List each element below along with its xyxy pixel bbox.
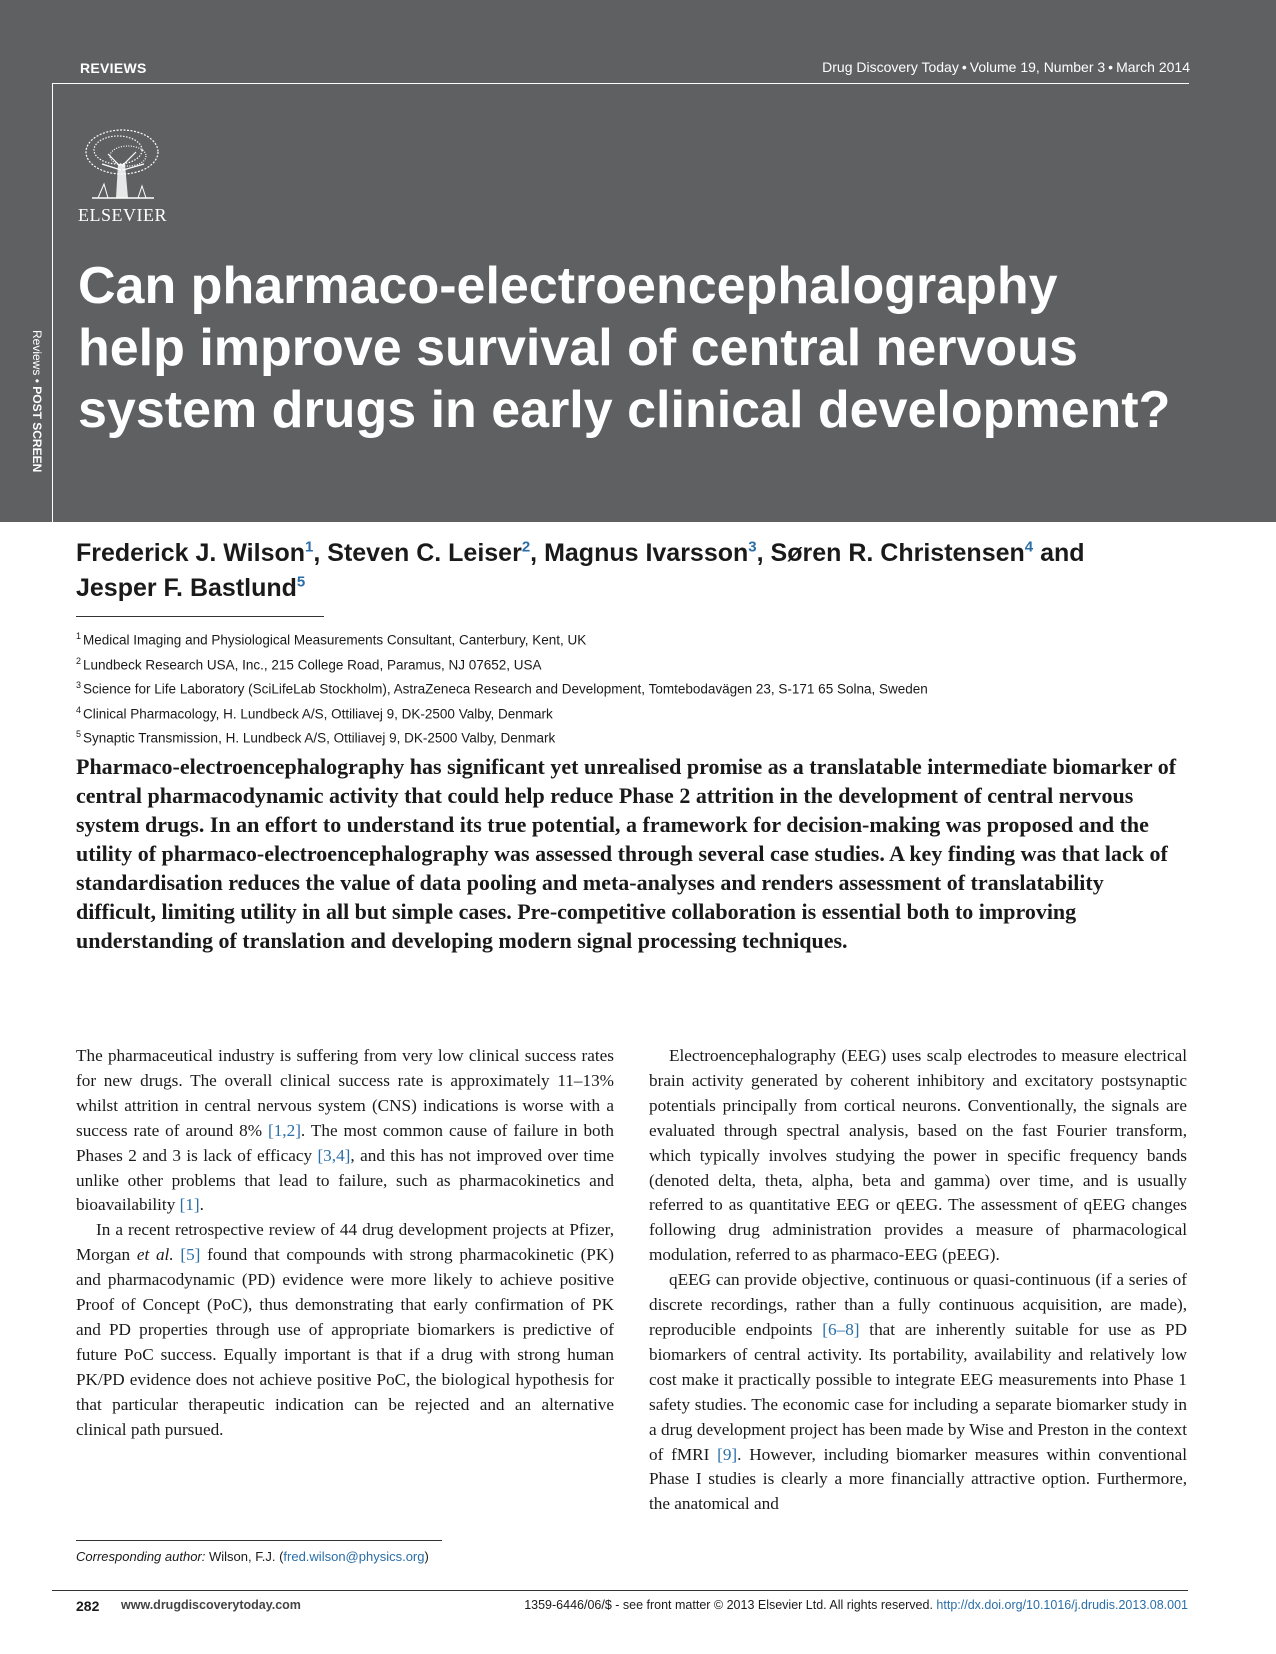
corresponding-author-email-link[interactable]: fred.wilson@physics.org	[283, 1549, 425, 1564]
body-text: . The most common cause of failure in both Phases 2 and 3 is lack of efficacy	[76, 1120, 615, 1165]
journal-website-link[interactable]: www.drugdiscoverytoday.com	[121, 1598, 301, 1612]
copyright-text: 1359-6446/06/$ - see front matter © 2013 Elsevier Ltd. All rights reserved.	[524, 1598, 933, 1612]
page-number: 282	[76, 1598, 100, 1614]
author-affiliation-link[interactable]: 4	[1024, 538, 1034, 556]
body-paragraph	[649, 1268, 1187, 1517]
body-text: that are inherently suitable for use as PD biomarkers of central activity. Its portability, availability and relatively low cost make it practically possible to integrate EEG measurements into Phase 1 safety studies. The economic case for including a separate biomarker study in a drug development project has been made by Wise and Preston in the context of fMRI	[649, 1319, 1187, 1464]
citation-link[interactable]: [6–8]	[822, 1319, 860, 1339]
body-text: found that compounds with strong pharmacokinetic (PK) and pharmacodynamic (PD) evidence were more likely to achieve positive Proof of Concept (PoC), thus demonstrating that early confirmation of PK and PD properties through use of appropriate biomarkers is predictive of future PoC success. Equally important is that if a drug with strong human PK/PD evidence does not achieve positive PoC, the biological hypothesis for that particular therapeutic indication can be rejected and an alternative clinical path pursued.	[76, 1245, 614, 1439]
body-paragraph	[76, 1218, 614, 1442]
body-paragraph	[649, 1044, 1187, 1268]
body-column-left	[76, 1044, 614, 1443]
affiliation-item: $^1$ Medical Imaging and Physiological Measurements Consultant, Canterbury, Kent, UK	[76, 631, 587, 648]
author-affiliation-link[interactable]: 3	[748, 538, 757, 556]
citation-link[interactable]: [3,4]	[317, 1145, 351, 1165]
affiliation-list	[76, 626, 1196, 749]
citation-link[interactable]: [9]	[717, 1444, 738, 1464]
citation-link[interactable]: [1]	[179, 1195, 200, 1215]
body-text: In a recent retrospective review of 44 drug development projects at Pfizer, Morgan	[76, 1220, 614, 1265]
affiliation-item: $^3$ Science for Life Laboratory (SciLifeLab Stockholm), AstraZeneca Research and Development, Tomtebodavägen 23, S-171 65 Solna, Sweden	[76, 680, 928, 697]
footnote-divider	[76, 1540, 442, 1541]
corresponding-author-name: Wilson, F.J.	[208, 1549, 276, 1564]
author-name: Magnus Ivarsson	[544, 539, 749, 567]
author-name: Steven C. Leiser	[327, 539, 522, 567]
body-text: The pharmaceutical industry is suffering from very low clinical success rates for new drugs. The overall clinical success rate is approximately 11–13% whilst attrition in central nervous system (CNS) indications is worse with a success rate of around 8%	[76, 1046, 614, 1140]
author-list: Frederick J. Wilson$^1$, Steven C. Leiser$^2$, Magnus Ivarsson$^3$, Søren R. Christensen$^4$ and Jesper F. Bastlund$^5$	[76, 538, 1085, 602]
side-category: Reviews	[30, 330, 44, 376]
journal-name: Drug Discovery Today	[822, 59, 959, 75]
doi-link[interactable]: http://dx.doi.org/10.1016/j.drudis.2013.08.001	[936, 1598, 1188, 1612]
affiliation-item: $^2$ Lundbeck Research USA, Inc., 215 College Road, Paramus, NJ 07652, USA	[76, 655, 542, 672]
author-affiliation-link[interactable]: 2	[521, 538, 531, 556]
section-label: REVIEWS	[80, 60, 147, 76]
author-affiliation-link[interactable]: 1	[305, 538, 314, 556]
publisher-wordmark: ELSEVIER	[78, 205, 167, 225]
copyright-line	[524, 1598, 1188, 1612]
journal-volume: Volume 19, Number 3	[969, 59, 1106, 75]
affiliation-divider	[76, 616, 324, 617]
body-text: . However, including biomarker measures within conventional Phase I studies is clearly a more financially attractive option. Furthermore, the anatomical and	[649, 1444, 1187, 1514]
affiliation-item: $^5$ Synaptic Transmission, H. Lundbeck A/S, Ottiliavej 9, DK-2500 Valby, Denmark	[76, 729, 556, 746]
affiliation-item: $^4$ Clinical Pharmacology, H. Lundbeck A/S, Ottiliavej 9, DK-2500 Valby, Denmark	[76, 704, 553, 721]
body-paragraph	[76, 1044, 614, 1218]
side-subcategory: POST SCREEN	[30, 386, 44, 473]
author-name: Frederick J. Wilson	[76, 539, 306, 567]
author-name: Jesper F. Bastlund	[76, 574, 297, 602]
journal-citation: Drug Discovery Today • Volume 19, Number 3 • March 2014	[822, 59, 1190, 75]
side-section-label: Reviews • POST SCREEN	[30, 330, 44, 473]
citation-link[interactable]: [5]	[180, 1245, 201, 1265]
article-title: Can pharmaco-electroencephalography help improve survival of central nervous system drugs in early clinical development?	[78, 257, 1171, 439]
body-text: .	[199, 1195, 204, 1215]
footer-divider	[52, 1590, 1188, 1591]
body-text: qEEG can provide objective, continuous or quasi-continuous (if a series of discrete recordings, rather than a fully continuous acquisition, are made), reproducible endpoints	[649, 1270, 1187, 1339]
abstract: Pharmaco-electroencephalography has significant yet unrealised promise as a translatable intermediate biomarker of central pharmacodynamic activity that could help reduce Phase 2 attrition in the development of central nervous system drugs. In an effort to understand its true potential, a framework for decision-making was proposed and the utility of pharmaco-electroencephalography was assessed through several case studies. A key finding was that lack of standardisation reduces the value of data pooling and meta-analyses and renders assessment of translatability difficult, limiting utility in all but simple cases. Pre-competitive collaboration is essential both to improving understanding of translation and developing modern signal processing techniques.	[76, 754, 1177, 953]
corresponding-author-note: Corresponding author: Wilson, F.J. (fred.wilson@physics.org)	[76, 1549, 429, 1564]
author-name: Søren R. Christensen	[770, 539, 1025, 567]
body-text: , and this has not improved over time unlike other problems that lead to failure, such as pharmacokinetics and bioavailability	[76, 1145, 614, 1215]
body-text: Electroencephalography (EEG) uses scalp electrodes to measure electrical brain activity generated by coherent inhibitory and excitatory postsynaptic potentials principally from cortical neurons. Conventionally, the signals are evaluated through spectral analysis, based on the fast Fourier transform, which typically involves studying the power in specific frequency bands (denoted delta, theta, alpha, beta and gamma) over time, and is usually referred to as quantitative EEG or qEEG. The assessment of qEEG changes following drug administration provides a measure of pharmacological modulation, referred to as pharmaco-EEG (pEEG).	[649, 1046, 1187, 1265]
author-affiliation-link[interactable]: 5	[296, 573, 306, 591]
citation-link[interactable]: [1,2]	[267, 1120, 301, 1140]
journal-date: March 2014	[1116, 59, 1190, 75]
emphasis-text: et al.	[136, 1245, 174, 1265]
body-column-right	[649, 1044, 1187, 1517]
